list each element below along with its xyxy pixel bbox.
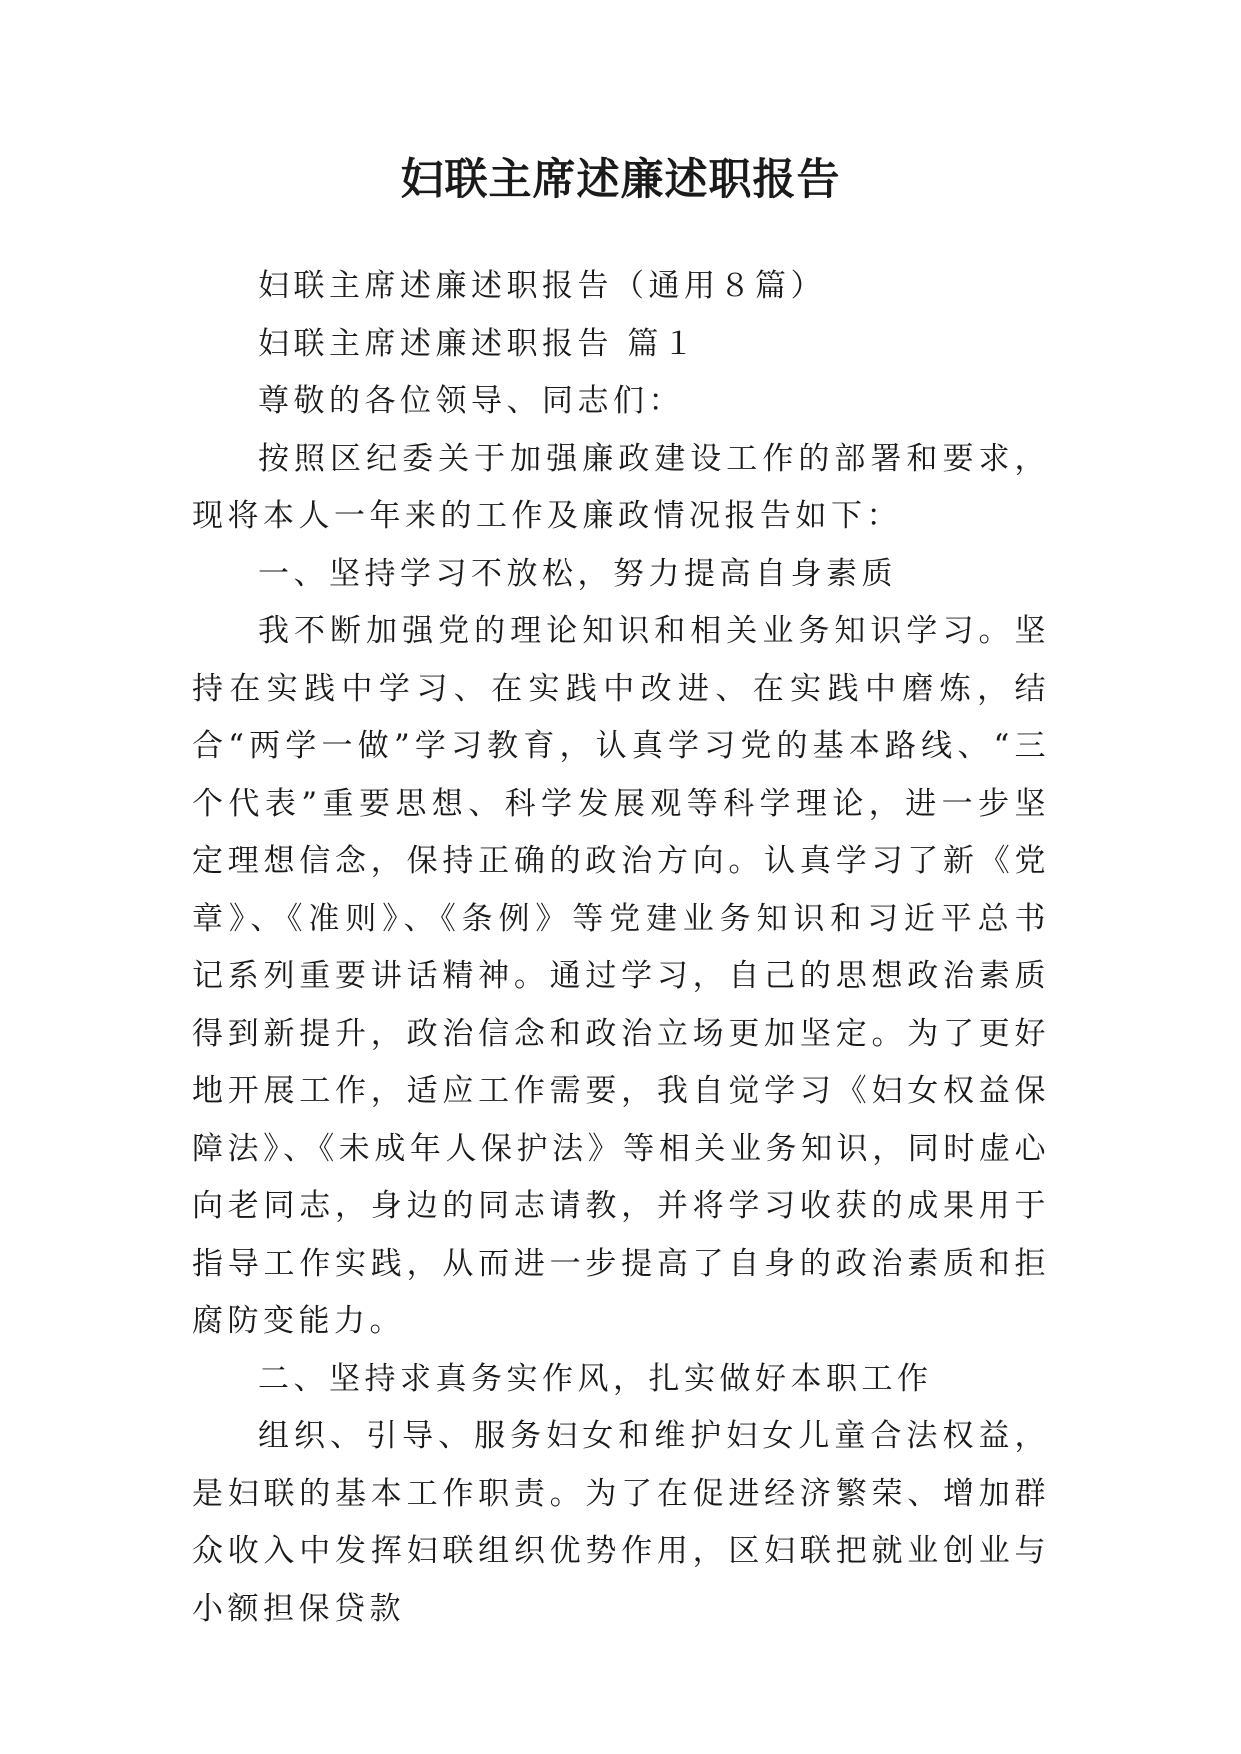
paragraph-duties: 组织、引导、服务妇女和维护妇女儿童合法权益，是妇联的基本工作职责。为了在促进经济繁荣、增加群众收入中发挥妇联组织优势作用，区妇联把就业创业与小额担保贷款	[192, 1418, 1050, 1627]
paragraph-section-heading: 妇联主席述廉述职报告 篇１	[258, 325, 699, 362]
document-body	[192, 258, 1050, 1638]
paragraph-salutation: 尊敬的各位领导、同志们：	[258, 383, 684, 419]
document-title: 妇联主席述廉述职报告	[400, 155, 841, 205]
paragraph-subtitle: 妇联主席述廉述职报告（通用８篇）	[258, 268, 826, 304]
paragraph-intro: 按照区纪委关于加强廉政建设工作的部署和要求，现将本人一年来的工作及廉政情况报告如下：	[192, 440, 1050, 534]
paragraph-study: 我不断加强党的理论知识和相关业务知识学习。坚持在实践中学习、在实践中改进、在实践中磨炼，结合“两学一做”学习教育，认真学习党的基本路线、“三个代表”重要思想、科学发展观等科学理论，进一步坚定理想信念，保持正确的政治方向。认真学习了新《党章》、《准则》、《条例》等党建业务知识和习近平总书记系列重要讲话精神。通过学习，自己的思想政治素质得到新提升，政治信念和政治立场更加坚定。为了更好地开展工作，适应工作需要，我自觉学习《妇女权益保障法》、《未成年人保护法》等相关业务知识，同时虚心向老同志，身边的同志请教，并将学习收获的成果用于指导工作实践，从而进一步提高了自身的政治素质和拒腐防变能力。	[192, 613, 1050, 1339]
paragraph-heading-1: 一、坚持学习不放松，努力提高自身素质	[258, 555, 897, 592]
paragraph-heading-2: 二、坚持求真务实作风，扎实做好本职工作	[258, 1360, 933, 1397]
